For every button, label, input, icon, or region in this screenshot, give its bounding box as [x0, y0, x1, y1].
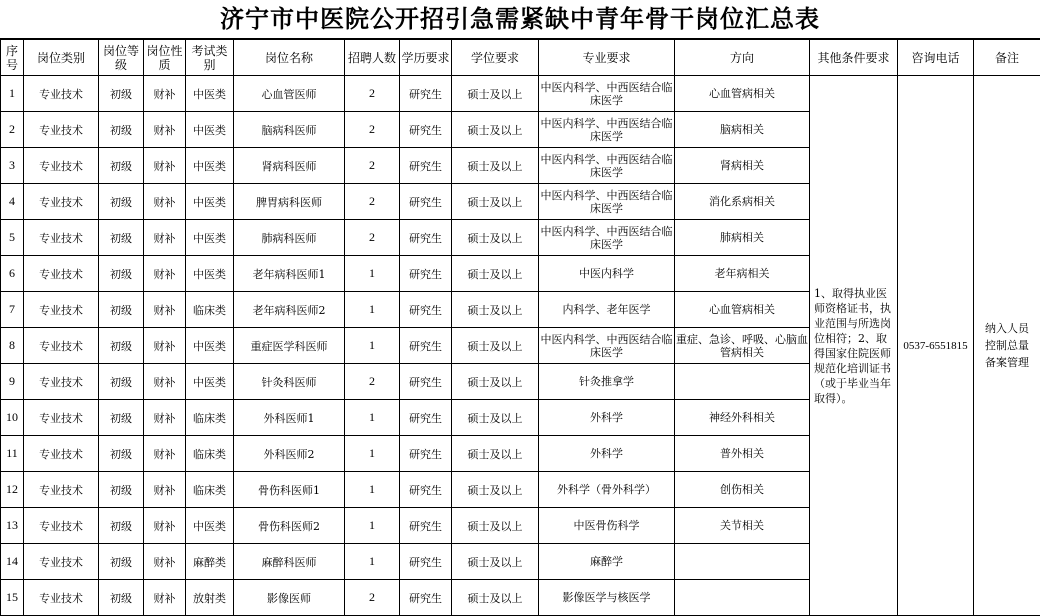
cell-level: 初级	[99, 292, 144, 328]
cell-position: 心血管医师	[234, 76, 345, 112]
cell-nature: 财补	[144, 328, 186, 364]
cell-position: 骨伤科医师1	[234, 472, 345, 508]
header-remark: 备注	[974, 40, 1040, 76]
cell-education: 研究生	[400, 400, 452, 436]
cell-major: 外科学（骨外科学）	[539, 472, 675, 508]
header-seq: 序号	[1, 40, 24, 76]
cell-exam: 中医类	[186, 184, 234, 220]
cell-level: 初级	[99, 508, 144, 544]
cell-degree: 硕士及以上	[452, 508, 539, 544]
cell-exam: 中医类	[186, 328, 234, 364]
positions-table	[0, 39, 1040, 616]
cell-position: 重症医学科医师	[234, 328, 345, 364]
cell-count: 1	[345, 256, 400, 292]
cell-exam: 中医类	[186, 76, 234, 112]
cell-exam: 临床类	[186, 472, 234, 508]
cell-count: 2	[345, 364, 400, 400]
cell-direction: 普外相关	[675, 436, 810, 472]
cell-degree: 硕士及以上	[452, 544, 539, 580]
cell-direction: 心血管病相关	[675, 292, 810, 328]
cell-direction	[675, 544, 810, 580]
cell-education: 研究生	[400, 292, 452, 328]
cell-seq: 10	[1, 400, 24, 436]
cell-category: 专业技术	[24, 76, 99, 112]
cell-exam: 临床类	[186, 436, 234, 472]
cell-position: 肾病科医师	[234, 148, 345, 184]
header-major: 专业要求	[539, 40, 675, 76]
cell-degree: 硕士及以上	[452, 112, 539, 148]
cell-position: 老年病科医师2	[234, 292, 345, 328]
cell-level: 初级	[99, 364, 144, 400]
cell-exam: 中医类	[186, 364, 234, 400]
header-position: 岗位名称	[234, 40, 345, 76]
remark: 纳入人员控制总量备案管理	[974, 76, 1040, 616]
cell-position: 老年病科医师1	[234, 256, 345, 292]
cell-nature: 财补	[144, 400, 186, 436]
cell-major: 中医内科学、中西医结合临床医学	[539, 148, 675, 184]
cell-major: 中医内科学、中西医结合临床医学	[539, 76, 675, 112]
cell-direction: 心血管病相关	[675, 76, 810, 112]
cell-position: 外科医师1	[234, 400, 345, 436]
cell-level: 初级	[99, 220, 144, 256]
cell-nature: 财补	[144, 364, 186, 400]
contact-phone: 0537-6551815	[898, 76, 974, 616]
header-phone: 咨询电话	[898, 40, 974, 76]
cell-exam: 麻醉类	[186, 544, 234, 580]
cell-degree: 硕士及以上	[452, 328, 539, 364]
other-conditions: 1、取得执业医师资格证书，执业范围与所选岗位相符；2、取得国家住院医师规范化培训证书（或于毕业当年取得）。	[810, 76, 898, 616]
cell-level: 初级	[99, 436, 144, 472]
cell-position: 脾胃病科医师	[234, 184, 345, 220]
cell-seq: 9	[1, 364, 24, 400]
table-row	[1, 76, 1040, 112]
cell-nature: 财补	[144, 508, 186, 544]
cell-nature: 财补	[144, 472, 186, 508]
cell-direction: 创伤相关	[675, 472, 810, 508]
cell-count: 2	[345, 112, 400, 148]
header-row	[1, 40, 1040, 76]
cell-nature: 财补	[144, 184, 186, 220]
cell-seq: 11	[1, 436, 24, 472]
header-education: 学历要求	[400, 40, 452, 76]
cell-count: 2	[345, 184, 400, 220]
cell-level: 初级	[99, 76, 144, 112]
cell-category: 专业技术	[24, 400, 99, 436]
cell-major: 中医内科学、中西医结合临床医学	[539, 184, 675, 220]
cell-exam: 中医类	[186, 220, 234, 256]
cell-major: 中医内科学、中西医结合临床医学	[539, 220, 675, 256]
cell-seq: 3	[1, 148, 24, 184]
cell-degree: 硕士及以上	[452, 400, 539, 436]
cell-education: 研究生	[400, 508, 452, 544]
cell-level: 初级	[99, 400, 144, 436]
cell-position: 脑病科医师	[234, 112, 345, 148]
cell-exam: 临床类	[186, 400, 234, 436]
cell-seq: 8	[1, 328, 24, 364]
cell-direction: 消化系病相关	[675, 184, 810, 220]
cell-category: 专业技术	[24, 220, 99, 256]
cell-major: 中医内科学、中西医结合临床医学	[539, 112, 675, 148]
cell-direction: 脑病相关	[675, 112, 810, 148]
cell-nature: 财补	[144, 220, 186, 256]
cell-major: 影像医学与核医学	[539, 580, 675, 616]
cell-seq: 13	[1, 508, 24, 544]
cell-exam: 中医类	[186, 148, 234, 184]
cell-seq: 2	[1, 112, 24, 148]
cell-category: 专业技术	[24, 580, 99, 616]
cell-nature: 财补	[144, 292, 186, 328]
cell-category: 专业技术	[24, 364, 99, 400]
header-category: 岗位类别	[24, 40, 99, 76]
cell-nature: 财补	[144, 148, 186, 184]
cell-degree: 硕士及以上	[452, 148, 539, 184]
cell-seq: 6	[1, 256, 24, 292]
cell-category: 专业技术	[24, 508, 99, 544]
cell-level: 初级	[99, 256, 144, 292]
cell-major: 中医内科学、中西医结合临床医学	[539, 328, 675, 364]
table-body	[1, 76, 1040, 616]
cell-position: 影像医师	[234, 580, 345, 616]
header-other: 其他条件要求	[810, 40, 898, 76]
cell-major: 中医内科学	[539, 256, 675, 292]
sheet-title: 济宁市中医院公开招引急需紧缺中青年骨干岗位汇总表	[0, 0, 1040, 39]
cell-category: 专业技术	[24, 256, 99, 292]
cell-position: 麻醉科医师	[234, 544, 345, 580]
cell-nature: 财补	[144, 580, 186, 616]
header-exam: 考试类别	[186, 40, 234, 76]
cell-education: 研究生	[400, 184, 452, 220]
cell-degree: 硕士及以上	[452, 256, 539, 292]
cell-count: 1	[345, 436, 400, 472]
cell-education: 研究生	[400, 148, 452, 184]
cell-seq: 15	[1, 580, 24, 616]
cell-education: 研究生	[400, 472, 452, 508]
cell-level: 初级	[99, 544, 144, 580]
header-direction: 方向	[675, 40, 810, 76]
cell-position: 骨伤科医师2	[234, 508, 345, 544]
cell-major: 外科学	[539, 400, 675, 436]
cell-major: 外科学	[539, 436, 675, 472]
cell-count: 2	[345, 580, 400, 616]
header-nature: 岗位性质	[144, 40, 186, 76]
cell-degree: 硕士及以上	[452, 184, 539, 220]
cell-education: 研究生	[400, 76, 452, 112]
cell-direction: 老年病相关	[675, 256, 810, 292]
cell-count: 1	[345, 292, 400, 328]
cell-nature: 财补	[144, 436, 186, 472]
cell-level: 初级	[99, 184, 144, 220]
cell-category: 专业技术	[24, 292, 99, 328]
cell-nature: 财补	[144, 76, 186, 112]
cell-education: 研究生	[400, 112, 452, 148]
cell-category: 专业技术	[24, 184, 99, 220]
cell-category: 专业技术	[24, 436, 99, 472]
cell-education: 研究生	[400, 544, 452, 580]
cell-exam: 放射类	[186, 580, 234, 616]
cell-exam: 临床类	[186, 292, 234, 328]
header-degree: 学位要求	[452, 40, 539, 76]
cell-seq: 12	[1, 472, 24, 508]
cell-education: 研究生	[400, 256, 452, 292]
cell-exam: 中医类	[186, 256, 234, 292]
cell-degree: 硕士及以上	[452, 436, 539, 472]
cell-position: 针灸科医师	[234, 364, 345, 400]
cell-seq: 7	[1, 292, 24, 328]
cell-position: 肺病科医师	[234, 220, 345, 256]
cell-direction	[675, 580, 810, 616]
cell-direction: 神经外科相关	[675, 400, 810, 436]
cell-category: 专业技术	[24, 328, 99, 364]
cell-direction: 关节相关	[675, 508, 810, 544]
cell-direction: 肺病相关	[675, 220, 810, 256]
cell-nature: 财补	[144, 544, 186, 580]
cell-direction: 肾病相关	[675, 148, 810, 184]
cell-category: 专业技术	[24, 544, 99, 580]
cell-count: 1	[345, 328, 400, 364]
cell-exam: 中医类	[186, 508, 234, 544]
cell-count: 1	[345, 508, 400, 544]
cell-education: 研究生	[400, 220, 452, 256]
cell-major: 麻醉学	[539, 544, 675, 580]
cell-seq: 14	[1, 544, 24, 580]
cell-nature: 财补	[144, 256, 186, 292]
cell-level: 初级	[99, 148, 144, 184]
cell-count: 2	[345, 76, 400, 112]
cell-degree: 硕士及以上	[452, 292, 539, 328]
cell-nature: 财补	[144, 112, 186, 148]
cell-count: 2	[345, 148, 400, 184]
cell-major: 内科学、老年医学	[539, 292, 675, 328]
cell-seq: 1	[1, 76, 24, 112]
cell-level: 初级	[99, 472, 144, 508]
cell-major: 中医骨伤科学	[539, 508, 675, 544]
header-count: 招聘人数	[345, 40, 400, 76]
cell-level: 初级	[99, 580, 144, 616]
cell-seq: 5	[1, 220, 24, 256]
cell-degree: 硕士及以上	[452, 220, 539, 256]
cell-category: 专业技术	[24, 472, 99, 508]
cell-level: 初级	[99, 112, 144, 148]
cell-count: 2	[345, 220, 400, 256]
cell-degree: 硕士及以上	[452, 580, 539, 616]
cell-education: 研究生	[400, 436, 452, 472]
cell-degree: 硕士及以上	[452, 472, 539, 508]
cell-count: 1	[345, 472, 400, 508]
cell-level: 初级	[99, 328, 144, 364]
cell-degree: 硕士及以上	[452, 364, 539, 400]
cell-count: 1	[345, 400, 400, 436]
cell-category: 专业技术	[24, 148, 99, 184]
cell-direction	[675, 364, 810, 400]
header-level: 岗位等级	[99, 40, 144, 76]
cell-major: 针灸推拿学	[539, 364, 675, 400]
cell-seq: 4	[1, 184, 24, 220]
cell-position: 外科医师2	[234, 436, 345, 472]
cell-education: 研究生	[400, 328, 452, 364]
cell-education: 研究生	[400, 580, 452, 616]
cell-count: 1	[345, 544, 400, 580]
cell-education: 研究生	[400, 364, 452, 400]
cell-direction: 重症、急诊、呼吸、心脑血管病相关	[675, 328, 810, 364]
cell-exam: 中医类	[186, 112, 234, 148]
cell-degree: 硕士及以上	[452, 76, 539, 112]
cell-category: 专业技术	[24, 112, 99, 148]
